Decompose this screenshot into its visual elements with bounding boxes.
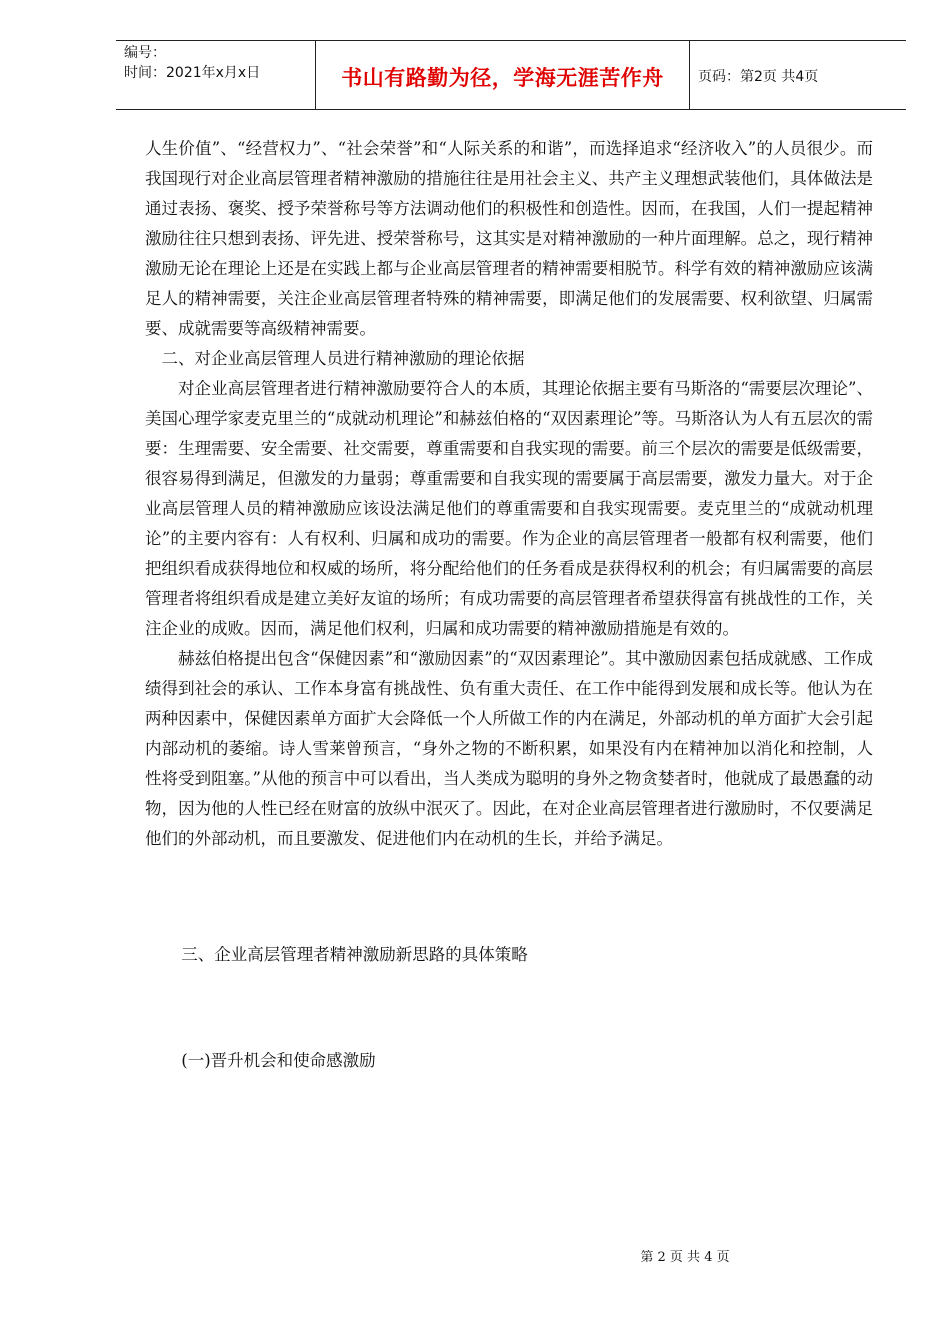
section-heading-2: 二、对企业高层管理人员进行精神激励的理论依据: [161, 349, 525, 368]
header-motto: 书山有路勤为径，学海无涯苦作舟: [341, 65, 664, 90]
page-footer: 第 2 页 共 4 页: [640, 1250, 730, 1265]
header-meta: [116, 41, 316, 109]
paragraph-1: 人生价值”、“经营权力”、“社会荣誉”和“人际关系的和谐”，而选择追求“经济收入”的人员很少。而我国现行对企业高层管理者精神激励的措施往往是用社会主义、共产主义理想武装他们，具体做法是通过表扬、褒奖、授予荣誉称号等方法调动他们的积极性和创造性。因而，在我国，人们一提起精神激励往往只想到表扬、评先进、授荣誉称号，这其实是对精神激励的一种片面理解。总之，现行精神激励无论在理论上还是在实践上都与企业高层管理者的精神需要相脱节。科学有效的精神激励应该满足人的精神需要，关注企业高层管理者特殊的精神需要，即满足他们的发展需要、权利欲望、归属需要、成就需要等高级精神需要。: [145, 139, 873, 338]
paragraph-3: 赫兹伯格提出包含“保健因素”和“激励因素”的“双因素理论”。其中激励因素包括成就感、工作成绩得到社会的承认、工作本身富有挑战性、负有重大责任、在工作中能得到发展和成长等。他认为在两种因素中，保健因素单方面扩大会降低一个人所做工作的内在满足，外部动机的单方面扩大会引起内部动机的萎缩。诗人雪莱曾预言，“身外之物的不断积累，如果没有内在精神加以消化和控制，人性将受到阻塞。”从他的预言中可以看出，当人类成为聪明的身外之物贪婪者时，他就成了最愚蠢的动物，因为他的人性已经在财富的放纵中泯灭了。因此，在对企业高层管理者进行激励时，不仅要满足他们的外部动机，而且要激发、促进他们内在动机的生长，并给予满足。: [145, 649, 873, 848]
document-number-label: 编号：: [124, 45, 166, 61]
document-time-label: 时间：2021年x月x日: [124, 65, 261, 81]
document-body: [145, 134, 873, 1076]
header-motto-cell: [316, 41, 690, 109]
header-page-info: 页码：第2页 共4页: [698, 69, 819, 85]
section-heading-3: 三、企业高层管理者精神激励新思路的具体策略: [181, 945, 528, 964]
subsection-heading-1: (一)晋升机会和使命感激励: [181, 1051, 376, 1070]
page-header: [116, 40, 906, 110]
paragraph-2: 对企业高层管理者进行精神激励要符合人的本质，其理论依据主要有马斯洛的“需要层次理论”、美国心理学家麦克里兰的“成就动机理论”和赫兹伯格的“双因素理论”等。马斯洛认为人有五层次的需要：生理需要、安全需要、社交需要，尊重需要和自我实现的需要。前三个层次的需要是低级需要，很容易得到满足，但激发的力量弱；尊重需要和自我实现的需要属于高层需要，激发力量大。对于企业高层管理人员的精神激励应该设法满足他们的尊重需要和自我实现需要。麦克里兰的“成就动机理论”的主要内容有：人有权利、归属和成功的需要。作为企业的高层管理者一般都有权利需要，他们把组织看成获得地位和权威的场所，将分配给他们的任务看成是获得权利的机会；有归属需要的高层管理者将组织看成是建立美好友谊的场所；有成功需要的高层管理者希望获得富有挑战性的工作，关注企业的成败。因而，满足他们权利，归属和成功需要的精神激励措施是有效的。: [145, 379, 873, 638]
